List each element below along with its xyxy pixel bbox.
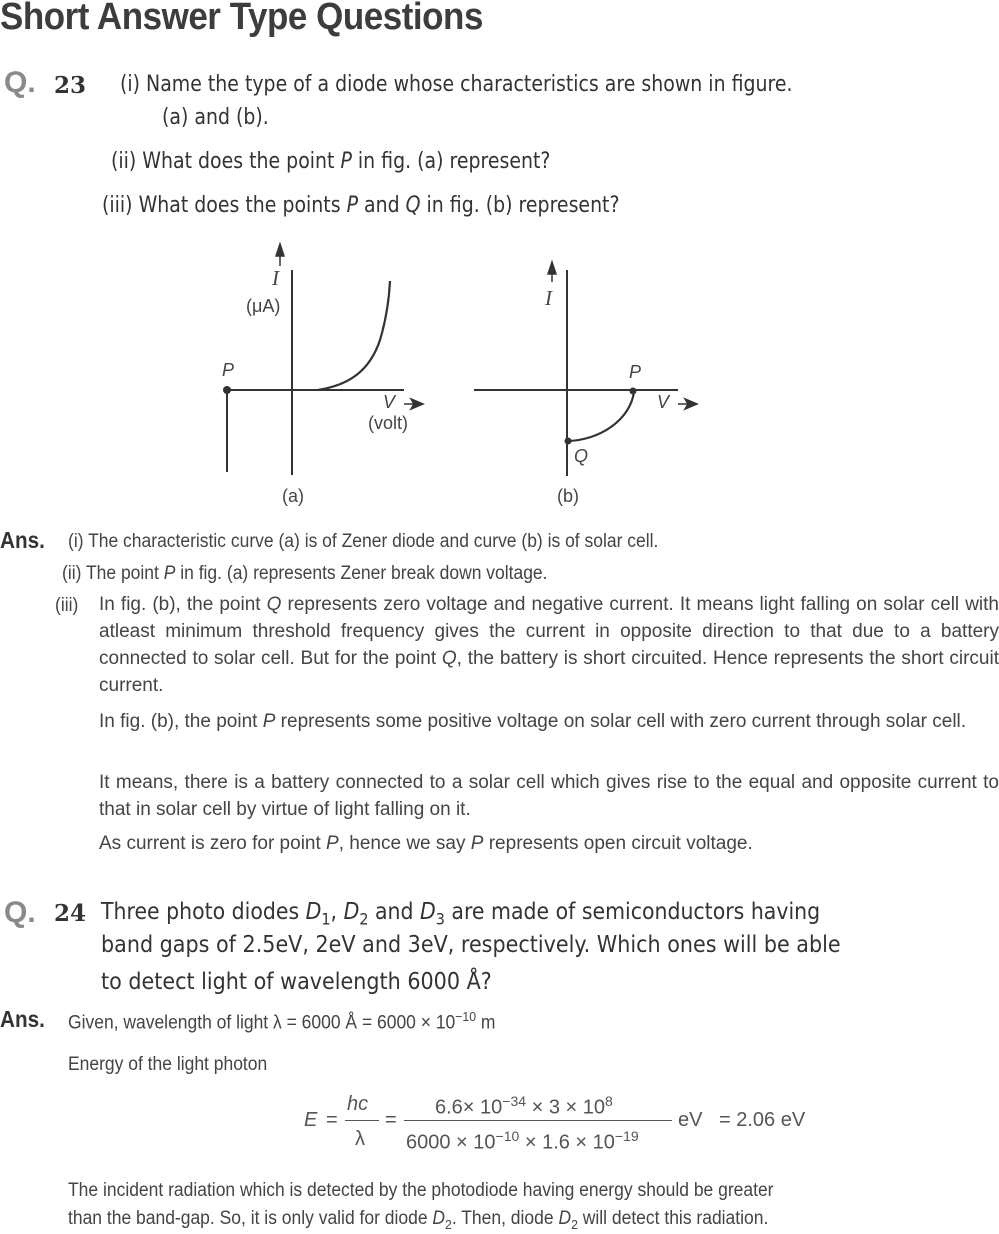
fraction-bar [404,1120,672,1121]
a23-item-ii [62,563,548,585]
text: . Then, diode [451,1208,559,1229]
fraction-bar [345,1120,379,1121]
superscript: −10 [455,1009,477,1024]
text: × 3 × 10 [526,1096,606,1119]
a23-para-2 [99,708,999,735]
item-label: (i) [68,531,84,552]
text: , hence we say [338,833,471,854]
fig-b-x-label: V [657,392,670,412]
item-text: The point [85,563,164,584]
a23-item-iii-label: (iii) [55,595,79,616]
eq-equals: = [326,1109,338,1131]
text: and [368,899,420,925]
a24-conclusion-2 [68,1208,768,1232]
text: than the band-gap. So, it is only valid for diode [68,1208,433,1229]
q24-line-2: band gaps of 2.5eV, 2eV and 3eV, respectively. Which ones will be able [101,932,841,958]
part-label: (ii) [111,149,137,174]
fig-a-y-label: I [272,266,279,290]
question-marker: Q. [4,66,36,99]
text: Three photo diodes [101,899,306,925]
text: , the battery is short circuited. Hence represents the short circuit current. [99,648,999,696]
var-d: D [432,1208,446,1229]
var-p: P [470,833,484,854]
fig-a-x-label: V [383,392,396,412]
text: represents zero voltage and negative current. It means light falling on solar cell with atleast minimum threshold frequency gives the current in opposite direction to that due to a battery connected to solar cell. But for the point [99,594,999,669]
a24-energy-label: Energy of the light photon [68,1054,268,1075]
part-text: What does the points [138,193,347,218]
q24-line-1 [101,899,820,929]
eq-lambda: λ [355,1128,365,1150]
fig-a-point-p [223,386,231,394]
text: 6.6× 10 [435,1096,503,1119]
text: × 1.6 × 10 [519,1131,615,1154]
var-q: Q [441,648,457,669]
fig-a-y-unit: (μA) [246,296,281,316]
question-number: 23 [54,72,87,99]
subscript: 1 [321,909,331,929]
eq-e: E [304,1109,318,1131]
a23-para-3: It means, there is a battery connected to a solar cell which gives rise to the equal and opposite current to that in solar cell by virtue of light falling on it. [99,772,999,820]
answer-label: Ans. [0,1006,45,1032]
var-d: D [558,1208,572,1229]
a24-given [68,1009,495,1034]
item-label: (ii) [62,563,82,584]
subscript: 3 [435,909,445,929]
eq-hc: hc [347,1093,369,1115]
superscript: 8 [605,1093,613,1109]
eq-equals: = [385,1109,397,1131]
section-heading: Short Answer Type Questions [0,0,483,38]
fig-a-point-p-label: P [222,360,235,380]
eq-numerator [435,1093,613,1120]
text: As current is zero for point [99,833,327,854]
item-text: in fig. (a) represents Zener break down voltage. [175,563,548,584]
text: 6000 × 10 [406,1131,496,1154]
text: In fig. (b), the point [99,711,263,732]
fig-b-point-p [630,388,637,395]
question-number: 24 [54,900,87,927]
question-marker: Q. [4,896,36,929]
answer-label: Ans. [0,527,45,553]
var-d: D [419,899,436,925]
subscript: 2 [445,1216,452,1232]
var-d: D [343,899,360,925]
var-p: P [340,149,352,174]
var-q: Q [405,193,421,218]
a23-para-4 [99,830,999,857]
text: In fig. (b), the point [99,594,267,615]
part-text: What does the point [142,149,341,174]
text: represents open circuit voltage. [483,833,753,854]
a23-item-iii-text [99,591,999,699]
part-label: (iii) [102,193,133,218]
var-p: P [346,193,358,218]
part-text: in fig. (b) represent? [420,193,620,218]
fig-b-point-q-label: Q [574,446,589,466]
part-label: (i) [120,72,141,97]
text: Given, wavelength of light λ = 6000 Å = 6000 × 10 [68,1012,456,1034]
fig-b-caption: (b) [557,486,579,506]
var-p: P [326,833,339,854]
text: , [330,899,344,925]
q23-part-i-cont: (a) and (b). [162,105,269,130]
eq-result: = 2.06 eV [719,1109,806,1131]
fig-b-point-q [565,438,572,445]
fig-b-y-label: I [545,286,552,310]
text: represents some positive voltage on solar cell with zero current through solar cell. [275,711,967,732]
fig-a-forward-curve [318,281,390,390]
a23-item-i [68,531,658,553]
item-text: The characteristic curve (a) is of Zener diode and curve (b) is of solar cell. [88,531,659,552]
subscript: 2 [571,1216,578,1232]
part-text: and [357,193,406,218]
fig-a-x-unit: (volt) [368,413,408,433]
q24-line-3: to detect light of wavelength 6000 Å? [101,969,492,995]
text: m [476,1012,496,1034]
fig-a-caption: (a) [282,486,304,506]
subscript: 2 [359,909,369,929]
eq-denominator [406,1128,639,1155]
fig-b-point-p-label: P [629,362,642,382]
var-p: P [262,711,276,732]
var-p: P [163,563,176,584]
diode-characteristics-figure [0,0,999,520]
a24-conclusion-1: The incident radiation which is detected by the photodiode having energy should be greater [68,1180,774,1201]
text: are made of semiconductors having [444,899,821,925]
superscript: −10 [495,1128,520,1144]
var-q: Q [266,594,282,615]
superscript: −34 [502,1093,527,1109]
var-d: D [305,899,322,925]
superscript: −19 [614,1128,639,1144]
part-text: Name the type of a diode whose characteristics are shown in figure. [146,72,793,97]
text: will detect this radiation. [577,1208,769,1229]
fig-b-solar-curve [568,392,634,441]
eq-unit: eV [678,1109,703,1131]
part-text: in fig. (a) represent? [351,149,551,174]
